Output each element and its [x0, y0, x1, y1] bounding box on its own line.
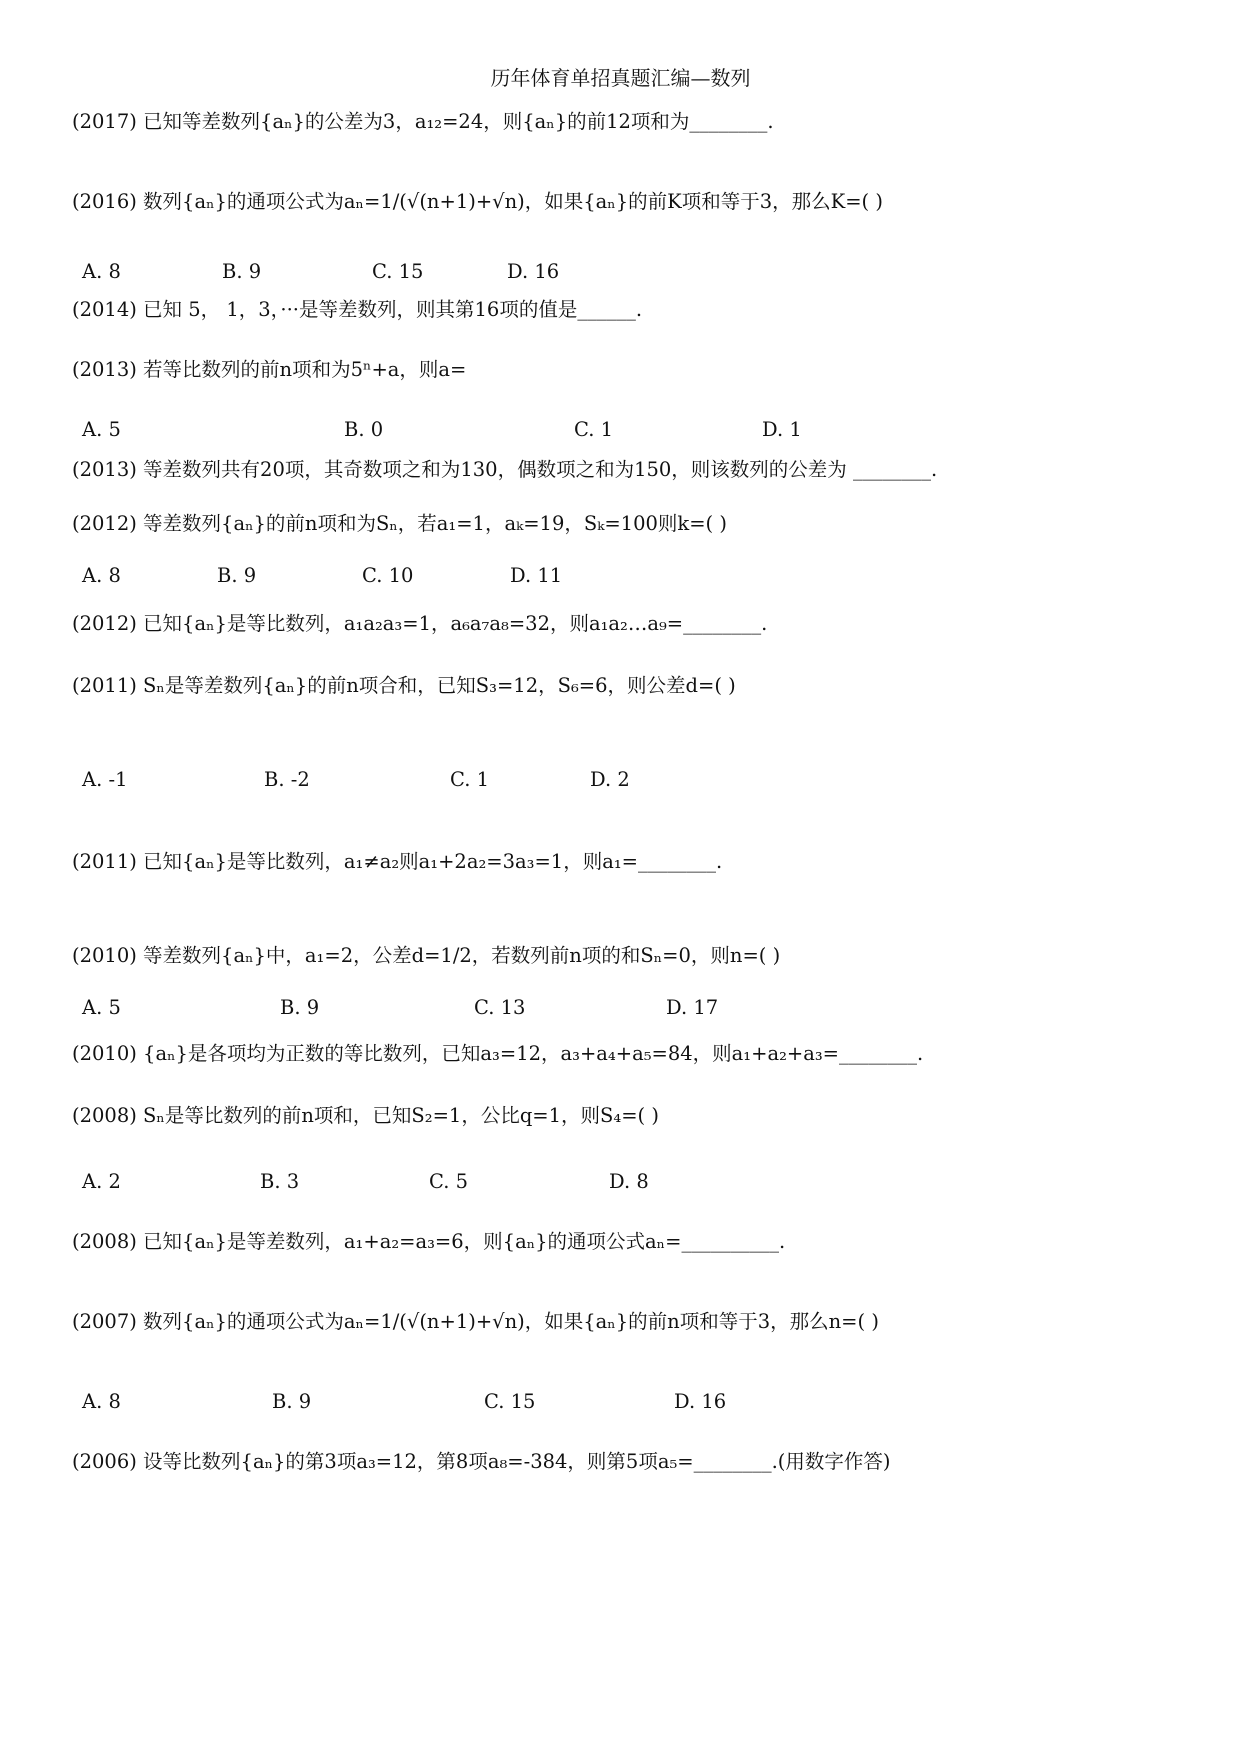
option-d: D. 11: [510, 564, 563, 587]
option-d: D. 17: [666, 996, 719, 1019]
option-a: A. -1: [82, 768, 128, 791]
option-d: D. 2: [590, 768, 630, 791]
option-a: A. 2: [82, 1170, 121, 1193]
question-2010-b: (2010) {aₙ}是各项均为正数的等比数列，已知a₃=12，a₃+a₄+a₅=84，则a₁+a₂+a₃=________.: [72, 1042, 924, 1065]
option-d: D. 16: [507, 260, 560, 283]
option-a: A. 8: [82, 260, 121, 283]
option-c: C. 15: [372, 260, 424, 283]
option-d: D. 8: [609, 1170, 649, 1193]
question-2012-a: (2012) 等差数列{aₙ}的前n项和为Sₙ，若a₁=1，aₖ=19，Sₖ=100则k=( ): [72, 512, 727, 535]
option-b: B. 9: [272, 1390, 312, 1413]
option-c: C. 1: [450, 768, 490, 791]
option-c: C. 13: [474, 996, 526, 1019]
document-title: 历年体育单招真题汇编—数列: [490, 66, 751, 90]
option-b: B. -2: [264, 768, 310, 791]
option-c: C. 10: [362, 564, 414, 587]
question-2013-b: (2013) 等差数列共有20项，其奇数项之和为130，偶数项之和为150，则该数列的公差为 ________.: [72, 458, 938, 481]
option-b: B. 0: [344, 418, 384, 441]
option-d: D. 16: [674, 1390, 727, 1413]
question-2014: (2014) 已知 5， 1，3，···是等差数列，则其第16项的值是______.: [72, 298, 643, 321]
question-2012-b: (2012) 已知{aₙ}是等比数列，a₁a₂a₃=1，a₆a₇a₈=32，则a₁a₂…a₉=________.: [72, 612, 768, 635]
question-2008-a: (2008) Sₙ是等比数列的前n项和，已知S₂=1，公比q=1，则S₄=( ): [72, 1104, 659, 1127]
question-2007: (2007) 数列{aₙ}的通项公式为aₙ=1/(√(n+1)+√n)，如果{aₙ}的前n项和等于3，那么n=( ): [72, 1310, 879, 1333]
option-a: A. 8: [82, 1390, 121, 1413]
option-b: B. 9: [222, 260, 262, 283]
option-a: A. 8: [82, 564, 121, 587]
option-d: D. 1: [762, 418, 802, 441]
option-c: C. 1: [574, 418, 614, 441]
option-c: C. 5: [429, 1170, 469, 1193]
option-a: A. 5: [82, 418, 121, 441]
question-2008-b: (2008) 已知{aₙ}是等差数列，a₁+a₂=a₃=6，则{aₙ}的通项公式aₙ=__________.: [72, 1230, 786, 1253]
option-b: B. 3: [260, 1170, 300, 1193]
question-2006: (2006) 设等比数列{aₙ}的第3项a₃=12，第8项a₈=-384，则第5项a₅=________.(用数字作答): [72, 1450, 891, 1473]
option-a: A. 5: [82, 996, 121, 1019]
question-2017: (2017) 已知等差数列{aₙ}的公差为3，a₁₂=24，则{aₙ}的前12项和为________.: [72, 110, 774, 133]
option-b: B. 9: [217, 564, 257, 587]
question-2011-a: (2011) Sₙ是等差数列{aₙ}的前n项合和，已知S₃=12，S₆=6，则公差d=( ): [72, 674, 736, 697]
question-2016: (2016) 数列{aₙ}的通项公式为aₙ=1/(√(n+1)+√n)，如果{aₙ}的前K项和等于3，那么K=( ): [72, 190, 883, 213]
option-c: C. 15: [484, 1390, 536, 1413]
question-2011-b: (2011) 已知{aₙ}是等比数列，a₁≠a₂则a₁+2a₂=3a₃=1，则a₁=________.: [72, 850, 723, 873]
question-2010-a: (2010) 等差数列{aₙ}中，a₁=2，公差d=1/2，若数列前n项的和Sₙ=0，则n=( ): [72, 944, 781, 967]
question-2013-a: (2013) 若等比数列的前n项和为5ⁿ+a，则a=: [72, 358, 467, 381]
option-b: B. 9: [280, 996, 320, 1019]
